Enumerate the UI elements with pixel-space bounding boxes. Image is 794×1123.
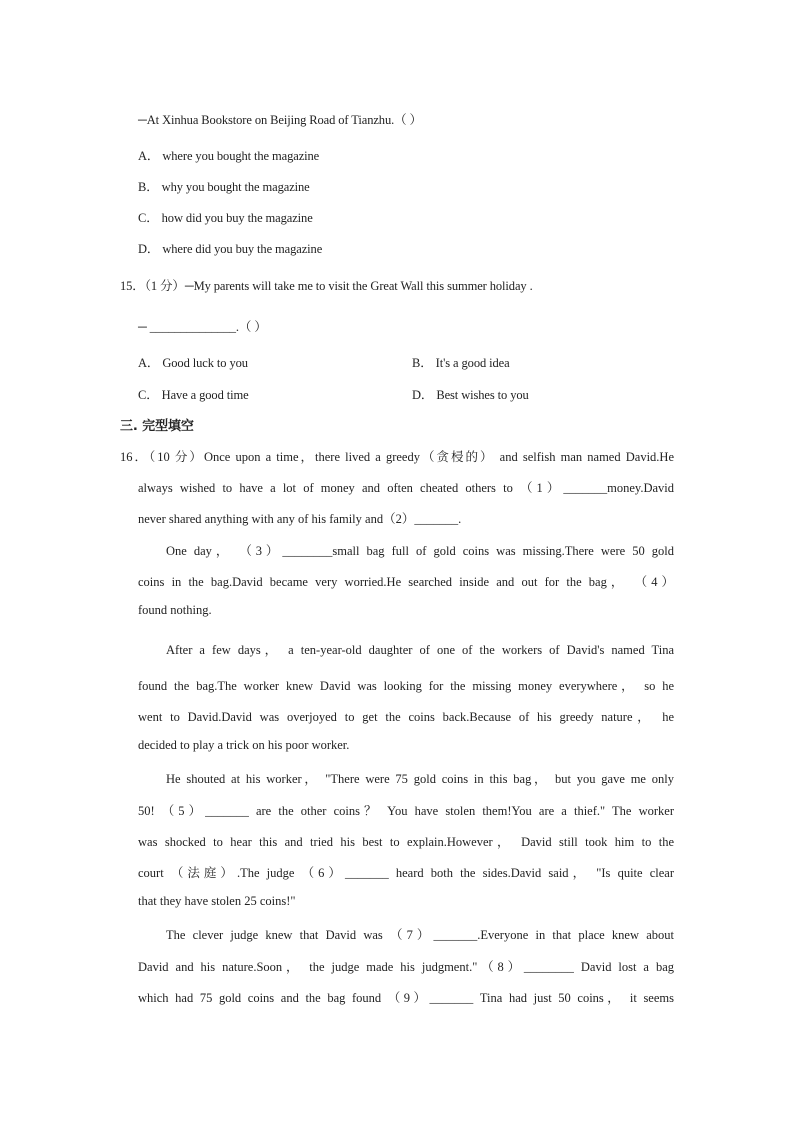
q16-line-17: David and his nature.Soon， the judge made his judgment."（8）________ David lost a bag [138,960,674,974]
q16-line-15: that they have stolen 25 coins!" [138,894,296,908]
q16-line-11: He shouted at his worker， "There were 75 gold coins in this bag， but you gave me only [166,772,674,786]
q16-line-8: found the bag.The worker knew David was looking for the missing money everywhere， so he [138,679,674,693]
q16-line-14: court （法庭）.The judge （6）_______ heard both the sides.David said， "Is quite clear [138,866,674,880]
q16-line-9: went to David.David was overjoyed to get the coins back.Because of his greedy nature， he [138,710,674,724]
q14-option-a: A． where you bought the magazine [138,149,320,163]
q15-option-d: D． Best wishes to you [412,388,529,402]
q15-option-b: B． It's a good idea [412,356,510,370]
q16-line-2: always wished to have a lot of money and often cheated others to （1）_______money.David [138,481,674,495]
q15-stem: 15．（1 分）─My parents will take me to visit the Great Wall this summer holiday . [120,279,533,293]
q14-option-d: D． where did you buy the magazine [138,242,323,256]
q14-option-c: C． how did you buy the magazine [138,211,313,225]
q16-line-18: which had 75 gold coins and the bag found （9）_______ Tina had just 50 coins， it seems [138,991,674,1005]
section-title: 三. 完型填空 [120,419,194,434]
q16-line-13: was shocked to hear this and tried his best to explain.However， David still took him to the [138,835,674,849]
q16-line-16: The clever judge knew that David was （7）_______.Everyone in that place knew about [166,928,674,942]
q15-option-a: A． Good luck to you [138,356,248,370]
q16-line-10: decided to play a trick on his poor worker. [138,738,350,752]
q16-line-3: never shared anything with any of his family and（2）_______. [138,512,462,526]
q16-line-7: After a few days， a ten-year-old daughter of one of the workers of David's named Tina [166,643,674,657]
q15-option-c: C． Have a good time [138,388,249,402]
q16-line-5: coins in the bag.David became very worried.He searched inside and out for the bag， （4） [138,575,674,589]
q14-answer-line: ─At Xinhua Bookstore on Beijing Road of Tianzhu.（ ） [138,113,422,127]
q16-line-12: 50! （5）_______ are the other coins？ You have stolen them!You are a thief." The worker [138,804,674,818]
q15-blank-line: ─ ______________.（ ） [138,320,267,334]
q16-line-6: found nothing. [138,603,212,617]
q16-line-4: One day， （3）________small bag full of gold coins was missing.There were 50 gold [166,544,674,558]
q16-line-1: 16．（10 分）Once upon a time，there lived a greedy（贪梫的） and selfish man named David.He [120,450,674,464]
q14-option-b: B． why you bought the magazine [138,180,310,194]
